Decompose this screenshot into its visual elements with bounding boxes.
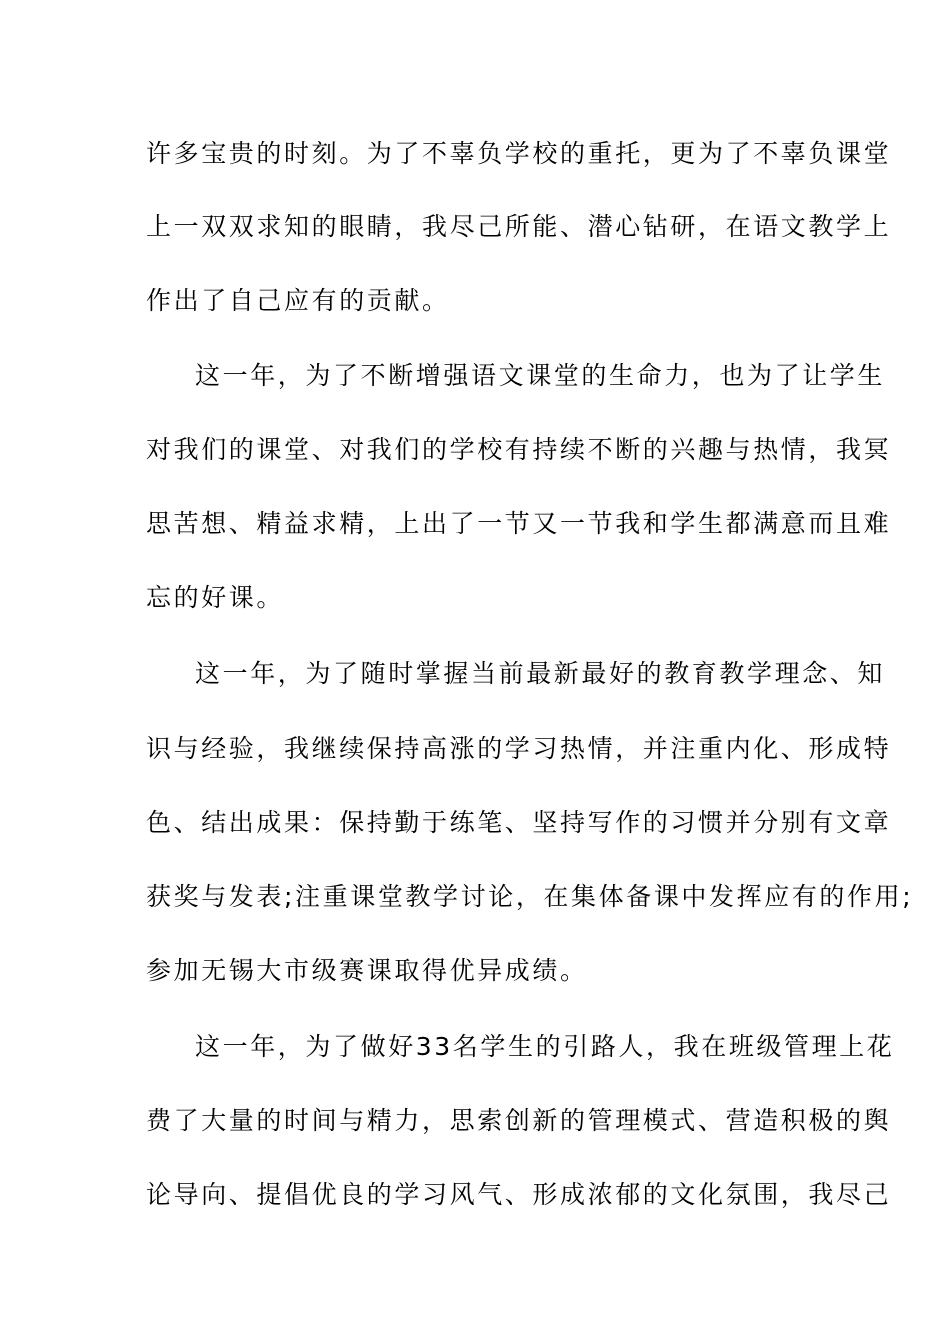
- text-line: 色、结出成果：保持勤于练笔、坚持写作的习惯并分别有文章: [146, 808, 892, 837]
- paragraph-first-line: 这一年，为了随时掌握当前最新最好的教育教学理念、知: [195, 659, 886, 688]
- text-line: 获奖与发表;注重课堂教学讨论，在集体备课中发挥应有的作用;: [146, 882, 914, 911]
- text-line: 费了大量的时间与精力，思索创新的管理模式、营造积极的舆: [146, 1106, 892, 1135]
- text-line: 许多宝贵的时刻。为了不辜负学校的重托，更为了不辜负课堂: [146, 139, 892, 168]
- text-line: 思苦想、精益求精，上出了一节又一节我和学生都满意而且难: [146, 509, 892, 538]
- text-line: 上一双双求知的眼睛，我尽己所能、潜心钻研，在语文教学上: [146, 212, 892, 241]
- paragraph-first-line: 这一年，为了不断增强语文课堂的生命力，也为了让学生: [195, 361, 886, 390]
- text-line: 参加无锡大市级赛课取得优异成绩。: [146, 956, 588, 985]
- text-line: 作出了自己应有的贡献。: [146, 286, 450, 315]
- text-line: 识与经验，我继续保持高涨的学习热情，并注重内化、形成特: [146, 734, 892, 763]
- paragraph-first-line: 这一年，为了做好33名学生的引路人，我在班级管理上花: [195, 1032, 895, 1061]
- text-line: 忘的好课。: [146, 583, 285, 612]
- text-line: 论导向、提倡优良的学习风气、形成浓郁的文化氛围，我尽己: [146, 1180, 892, 1209]
- text-line: 对我们的课堂、对我们的学校有持续不断的兴趣与热情，我冥: [146, 435, 892, 464]
